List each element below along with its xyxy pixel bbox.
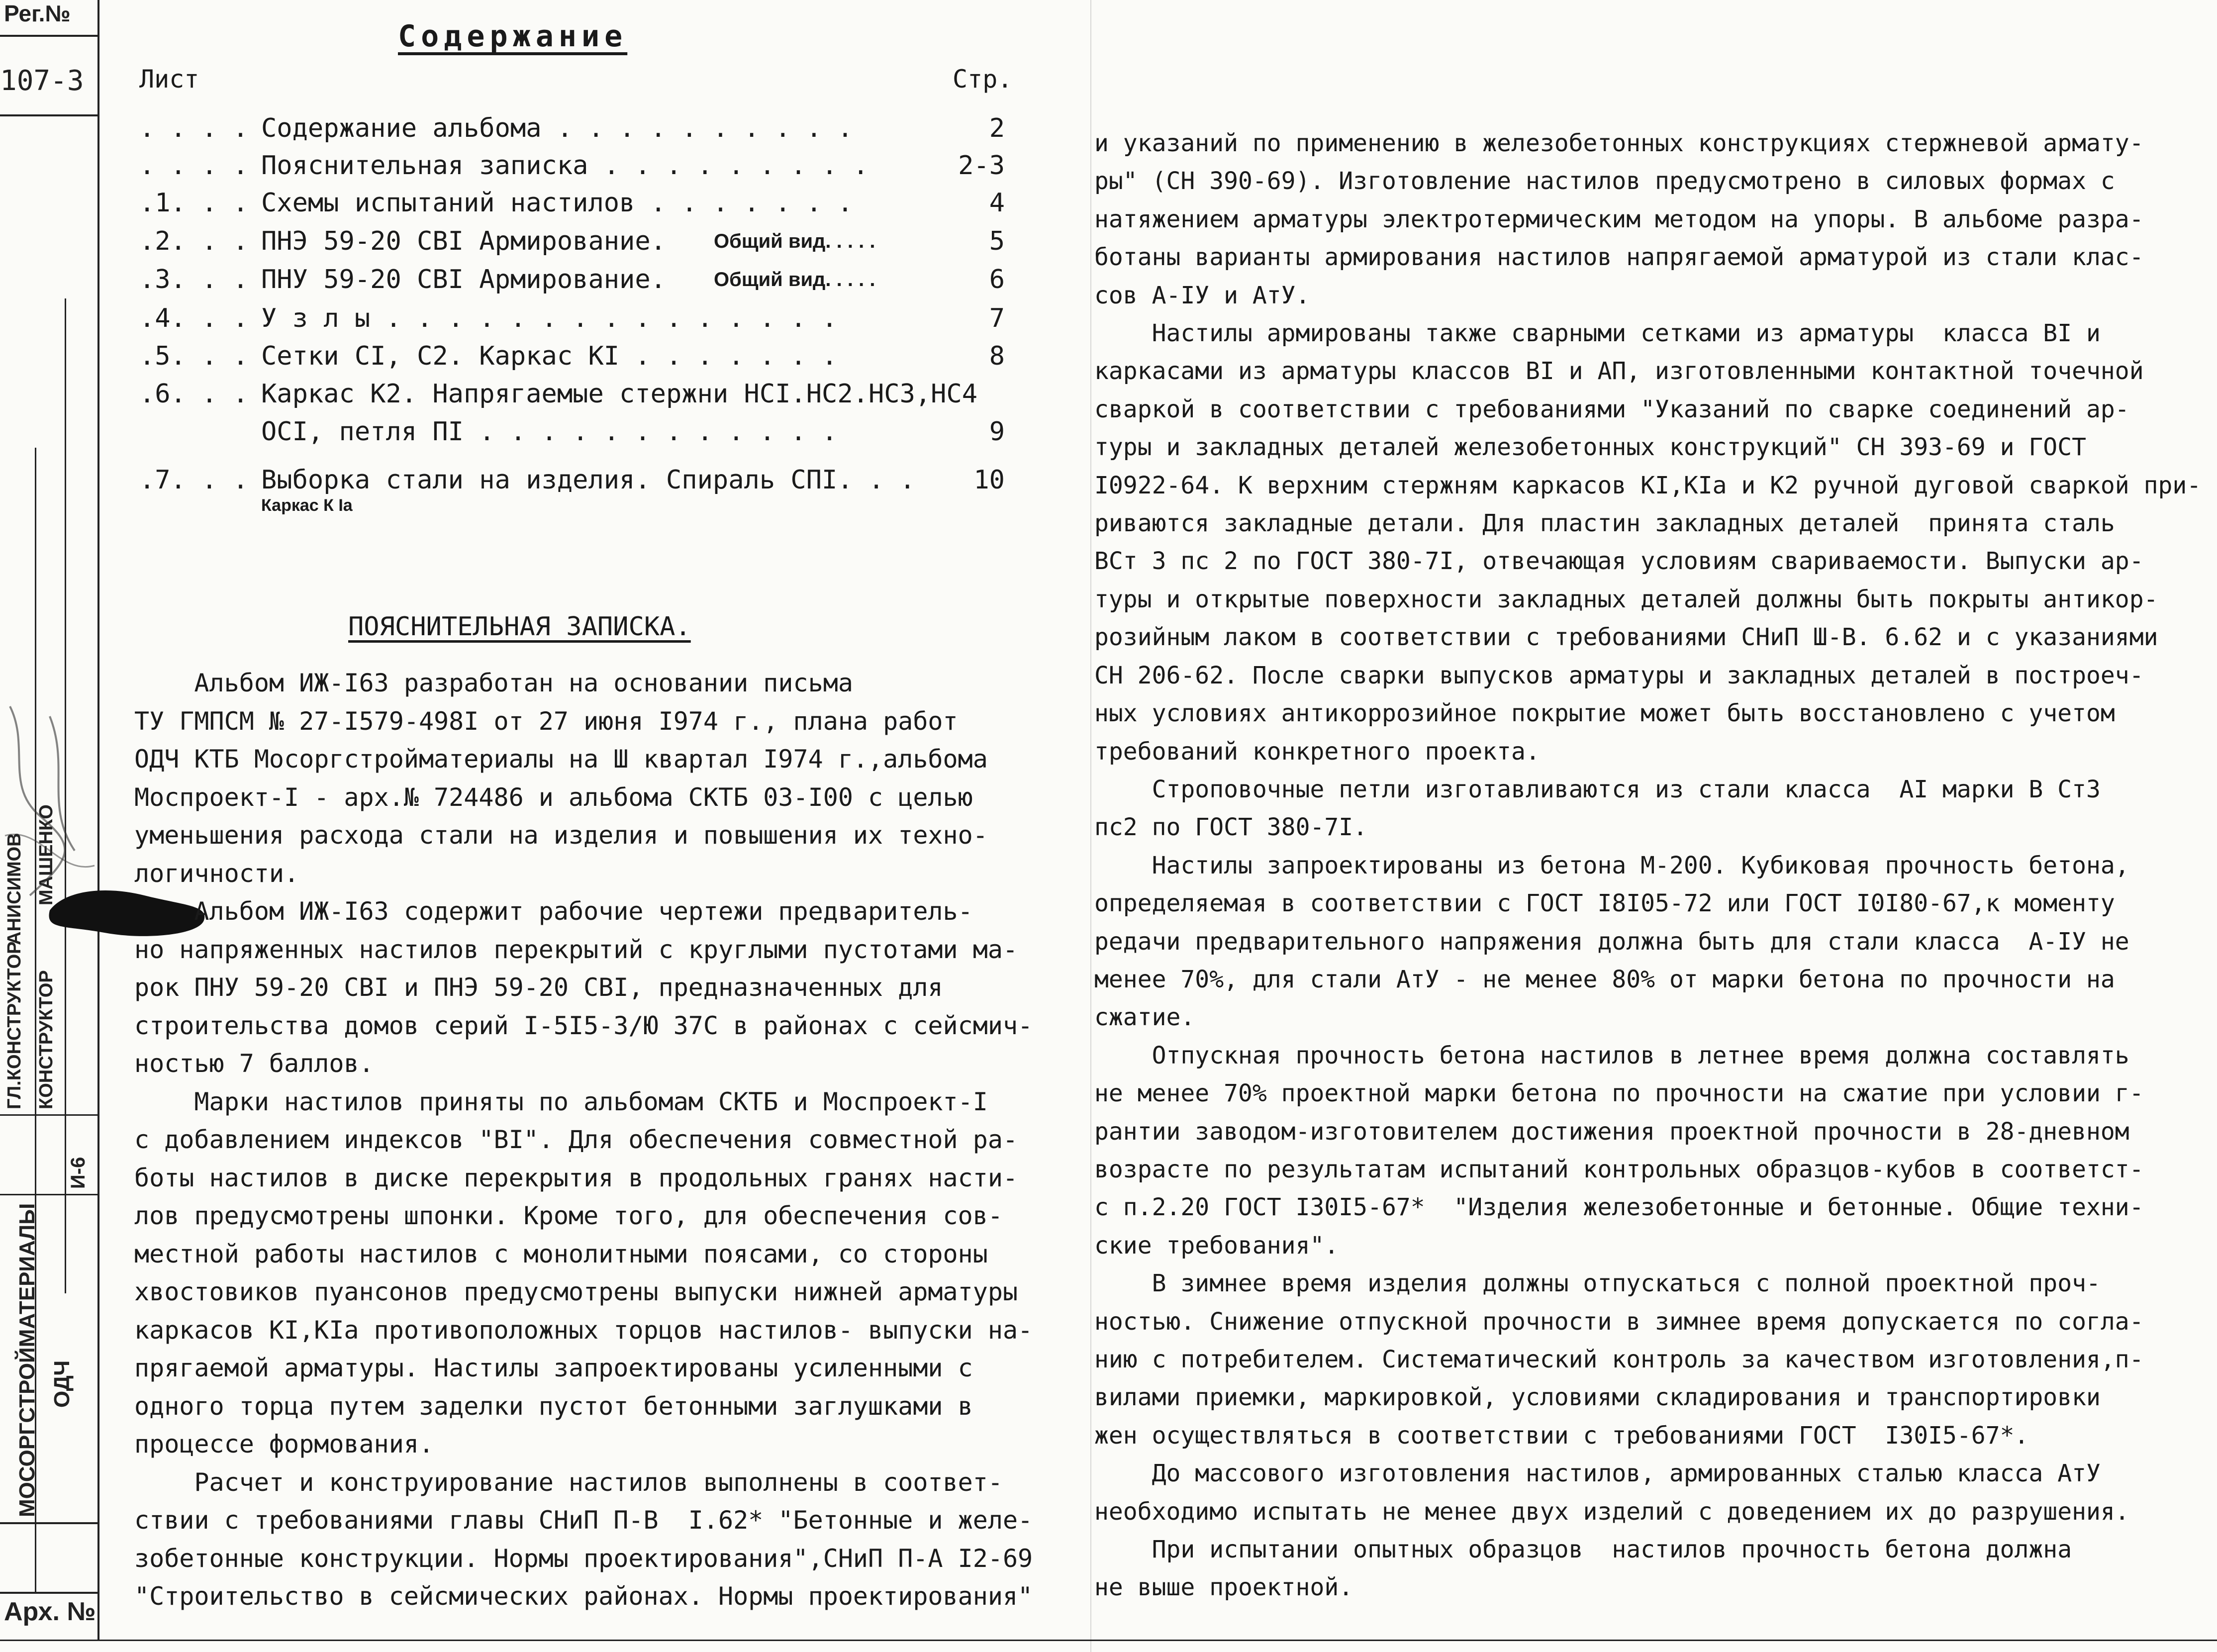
note-line: ОДЧ КТБ Мосоргстройматериалы на Ш квартал I974 г.,альбома <box>134 745 988 774</box>
contents-row-number: .2. . . <box>139 226 249 256</box>
note-line: натяжением арматуры электротермическим методом на упоры. В альбоме разра- <box>1094 205 2144 233</box>
contents-row-title: Каркас К2. Напрягаемые стержни НСI.НС2.НС3,НС4 <box>261 379 978 409</box>
note-line: рок ПНУ 59-20 СВI и ПНЭ 59-20 СВI, предназначенных для <box>134 973 943 1002</box>
note-line: и указаний по применению в железобетонных конструкциях стержневой армату- <box>1094 129 2144 157</box>
contents-row-page: 2-3 <box>958 151 1005 181</box>
note-line: ностью. Снижение отпускной прочности в зимнее время допускается по согла- <box>1094 1307 2144 1336</box>
contents-row-number: . . . . <box>139 151 249 181</box>
note-right-column <box>1094 124 2201 1607</box>
contents-row-number: .5. . . <box>139 341 249 371</box>
role-chief-designer: ГЛ.КОНСТРУКТОР <box>4 941 25 1109</box>
title-block-stamp <box>0 0 99 1652</box>
note-line: каркасами из арматуры классов ВI и АП, изготовленными контактной точечной <box>1094 357 2144 386</box>
contents-row-number: . . . . <box>139 113 249 143</box>
role-designer: КОНСТРУКТОР <box>36 970 57 1109</box>
note-line: лов предусмотрены шпонки. Кроме того, для обеспечения сов- <box>134 1201 1003 1230</box>
note-line: местной работы настилов с монолитными поясами, со стороны <box>134 1239 988 1268</box>
note-line: сжатие. <box>1094 1003 1195 1032</box>
note-line: Настилы запроектированы из бетона М-200. Кубиковая прочность бетона, <box>1094 851 2129 879</box>
note-line: пс2 по ГОСТ 380-7I. <box>1094 813 1368 842</box>
contents-row-title-extra: Общий вид. . . . . <box>714 230 875 252</box>
note-line: туры и закладных деталей железобетонных конструкций" СН 393-69 и ГОСТ <box>1094 433 2086 462</box>
note-line: I0922-64. К верхним стержням каркасов КI,КIа и К2 ручной дуговой сваркой при- <box>1094 471 2202 499</box>
contents-row-page: 4 <box>989 188 1005 218</box>
contents-row-page: 9 <box>989 417 1005 447</box>
note-line: ных условиях антикоррозийное покрытие может быть восстановлено с учетом <box>1094 699 2115 728</box>
bottom-border <box>0 1640 2217 1641</box>
note-line: требований конкретного проекта. <box>1094 737 1540 766</box>
signer-name-1: АНИСИМОВ <box>4 833 25 945</box>
note-line: зобетонные конструкции. Нормы проектирования",СНиП П-А I2-69 <box>134 1544 1033 1573</box>
contents-row-number: .1. . . <box>139 188 249 218</box>
contents-row-page: 2 <box>989 113 1005 143</box>
note-line: необходимо испытать не менее двух изделий с доведением их до разрушения. <box>1094 1497 2129 1526</box>
stamp-divider <box>0 35 99 37</box>
note-line: Марки настилов приняты по альбомам СКТБ и Моспроект-I <box>134 1087 988 1116</box>
contents-row-number: .3. . . <box>139 265 249 294</box>
note-line: процессе формования. <box>134 1430 434 1458</box>
note-line: ностью 7 баллов. <box>134 1049 374 1078</box>
note-line: Отпускная прочность бетона настилов в летнее время должна составлять <box>1094 1041 2129 1069</box>
stamp-divider <box>0 1194 99 1195</box>
contents-row-title: Содержание альбома . . . . . . . . . . <box>261 113 853 143</box>
contents-row-number: .6. . . <box>139 379 249 409</box>
note-line: сов А-IУ и АтУ. <box>1094 281 1310 309</box>
note-line: В зимнее время изделия должны отпускаться с полной проектной проч- <box>1094 1269 2101 1298</box>
org-subunit: ОДЧ <box>50 1360 74 1408</box>
note-line: с п.2.20 ГОСТ I30I5-67* "Изделия железобетонные и бетонные. Общие техни- <box>1094 1193 2144 1222</box>
contents-page-header: Стр. <box>953 65 1013 94</box>
note-line: одного торца путем заделки пустот бетонными заглушками в <box>134 1391 973 1421</box>
note-line: не менее 70% проектной марки бетона по прочности на сжатие при условии г- <box>1094 1079 2144 1108</box>
note-left-column <box>134 664 1033 1616</box>
note-line: ботаны варианты армирования настилов напрягаемой арматурой из стали клас- <box>1094 243 2144 272</box>
note-line: туры и открытые поверхности закладных деталей должны быть покрыты антикор- <box>1094 585 2158 613</box>
contents-row-title-cont: ОСI, петля ПI . . . . . . . . . . . . <box>261 417 838 447</box>
note-line: Строповочные петли изготавливаются из стали класса АI марки В Ст3 <box>1094 775 2101 803</box>
contents-row-page: 10 <box>973 465 1005 495</box>
reg-value: 107-3 <box>0 65 84 97</box>
note-line: До массового изготовления настилов, армированных сталью класса АтУ <box>1094 1459 2101 1488</box>
contents-row-number: .7. . . <box>139 465 249 495</box>
contents-row-title: ПНУ 59-20 СВI Армирование. <box>261 265 666 294</box>
note-line: ТУ ГМПСМ № 27-I579-498I от 27 июня I974 г., плана работ <box>134 706 958 736</box>
contents-row-title: Пояснительная записка . . . . . . . . . <box>261 151 868 181</box>
contents-row-title: Схемы испытаний настилов . . . . . . . <box>261 188 853 218</box>
org-name: МОСОРГСТРОЙМАТЕРИАЛЫ <box>15 1203 39 1517</box>
stamp-divider <box>0 1522 99 1524</box>
note-line: каркасов КI,КIа противоположных торцов настилов- выпуски на- <box>134 1315 1033 1345</box>
reg-label: Рег.№ <box>4 0 71 26</box>
note-line: риваются закладные детали. Для пластин закладных деталей принята сталь <box>1094 509 2115 538</box>
sheet-code: И-6 <box>67 1157 89 1189</box>
note-line: уменьшения расхода стали на изделия и повышения их техно- <box>134 821 988 850</box>
column-divider <box>1090 0 1091 1652</box>
note-line: ВСт 3 пс 2 по ГОСТ 380-7I, отвечающая условиям свариваемости. Выпуски ар- <box>1094 547 2144 576</box>
contents-row-subtitle: Каркас К Iа <box>261 496 353 515</box>
contents-row-title: У з л ы . . . . . . . . . . . . . . . <box>261 303 838 333</box>
note-line: розийным лаком в соответствии с требованиями СНиП Ш-В. 6.62 и с указаниями <box>1094 623 2158 652</box>
stamp-divider <box>0 1592 99 1594</box>
note-line: боты настилов в диске перекрытия в продольных гранях насти- <box>134 1163 1018 1192</box>
note-line: прягаемой арматуры. Настилы запроектированы усиленными с <box>134 1354 973 1382</box>
note-line: ские требования". <box>1094 1231 1339 1260</box>
note-line: строительства домов серий I-5I5-3/Ю 37С в районах с сейсмич- <box>134 1011 1033 1040</box>
contents-title: Содержание <box>398 19 628 54</box>
note-line: ствии с требованиями главы СНиП П-В I.62* "Бетонные и желе- <box>134 1506 1033 1535</box>
note-line: редачи предварительного напряжения должна быть для стали класса А-IУ не <box>1094 927 2129 956</box>
note-line: вилами приемки, маркировкой, условиями складирования и транспортировки <box>1094 1383 2101 1412</box>
contents-row-title: Сетки СI, С2. Каркас КI . . . . . . . <box>261 341 838 371</box>
contents-row-title-extra: Общий вид. . . . . <box>714 269 875 291</box>
contents-row-title: Выборка стали на изделия. Спираль СПI. . . <box>261 465 915 495</box>
note-line: Расчет и конструирование настилов выполнены в соответ- <box>134 1467 1003 1497</box>
note-line: СН 206-62. После сварки выпусков арматуры и закладных деталей в построеч- <box>1094 661 2144 689</box>
contents-sheet-header: Лист <box>139 65 199 94</box>
contents-row-page: 8 <box>989 341 1005 371</box>
note-line: не выше проектной. <box>1094 1573 1353 1602</box>
note-line: Альбом ИЖ-I63 содержит рабочие чертежи предваритель- <box>134 897 973 926</box>
stamp-divider <box>0 1114 99 1116</box>
stamp-divider <box>0 114 99 116</box>
note-line: рантии заводом-изготовителем достижения проектной прочности в 28-дневном <box>1094 1117 2129 1146</box>
note-line: с добавлением индексов "ВI". Для обеспечения совместной ра- <box>134 1125 1018 1154</box>
note-line: "Строительство в сейсмических районах. Нормы проектирования" <box>134 1582 1033 1611</box>
note-line: хвостовиков пуансонов предусмотрены выпуски нижней арматуры <box>134 1277 1018 1306</box>
contents-row-number: .4. . . <box>139 303 249 333</box>
note-line: нию с потребителем. Систематический контроль за качеством изготовления,п- <box>1094 1346 2144 1373</box>
note-line: возрасте по результатам испытаний контрольных образцов-кубов в соответст- <box>1094 1155 2144 1183</box>
note-line: Альбом ИЖ-I63 разработан на основании письма <box>134 669 853 697</box>
note-title: ПОЯСНИТЕЛЬНАЯ ЗАПИСКА. <box>348 612 691 642</box>
contents-row-title: ПНЭ 59-20 СВI Армирование. <box>261 226 666 256</box>
note-line: жен осуществляться в соответствии с требованиями ГОСТ I30I5-67*. <box>1094 1421 2029 1450</box>
contents-row-page: 6 <box>989 265 1005 294</box>
note-line: логичности. <box>134 859 299 888</box>
note-line: но напряженных настилов перекрытий с круглыми пустотами ма- <box>134 935 1018 964</box>
note-line: ры" (СН 390-69). Изготовление настилов предусмотрено в силовых формах с <box>1094 167 2115 195</box>
note-line: При испытании опытных образцов настилов прочность бетона должна <box>1094 1536 2072 1564</box>
note-line: Настилы армированы также сварными сетками из арматуры класса ВI и <box>1094 319 2101 348</box>
contents-row-page: 5 <box>989 226 1005 256</box>
note-line: Моспроект-I - арх.№ 724486 и альбома СКТБ 03-I00 с целью <box>134 782 973 812</box>
note-line: определяемая в соответствии с ГОСТ I8I05-72 или ГОСТ I0I80-67,к моменту <box>1094 889 2115 918</box>
signer-name-2: МАШЕНКО <box>36 804 57 905</box>
note-line: менее 70%, для стали АтУ - не менее 80% от марки бетона по прочности на <box>1094 965 2115 993</box>
contents-row-page: 7 <box>989 303 1005 333</box>
note-line: сваркой в соответствии с требованиями "Указаний по сварке соединений ар- <box>1094 395 2129 423</box>
arch-label: Арх. № <box>4 1597 96 1626</box>
